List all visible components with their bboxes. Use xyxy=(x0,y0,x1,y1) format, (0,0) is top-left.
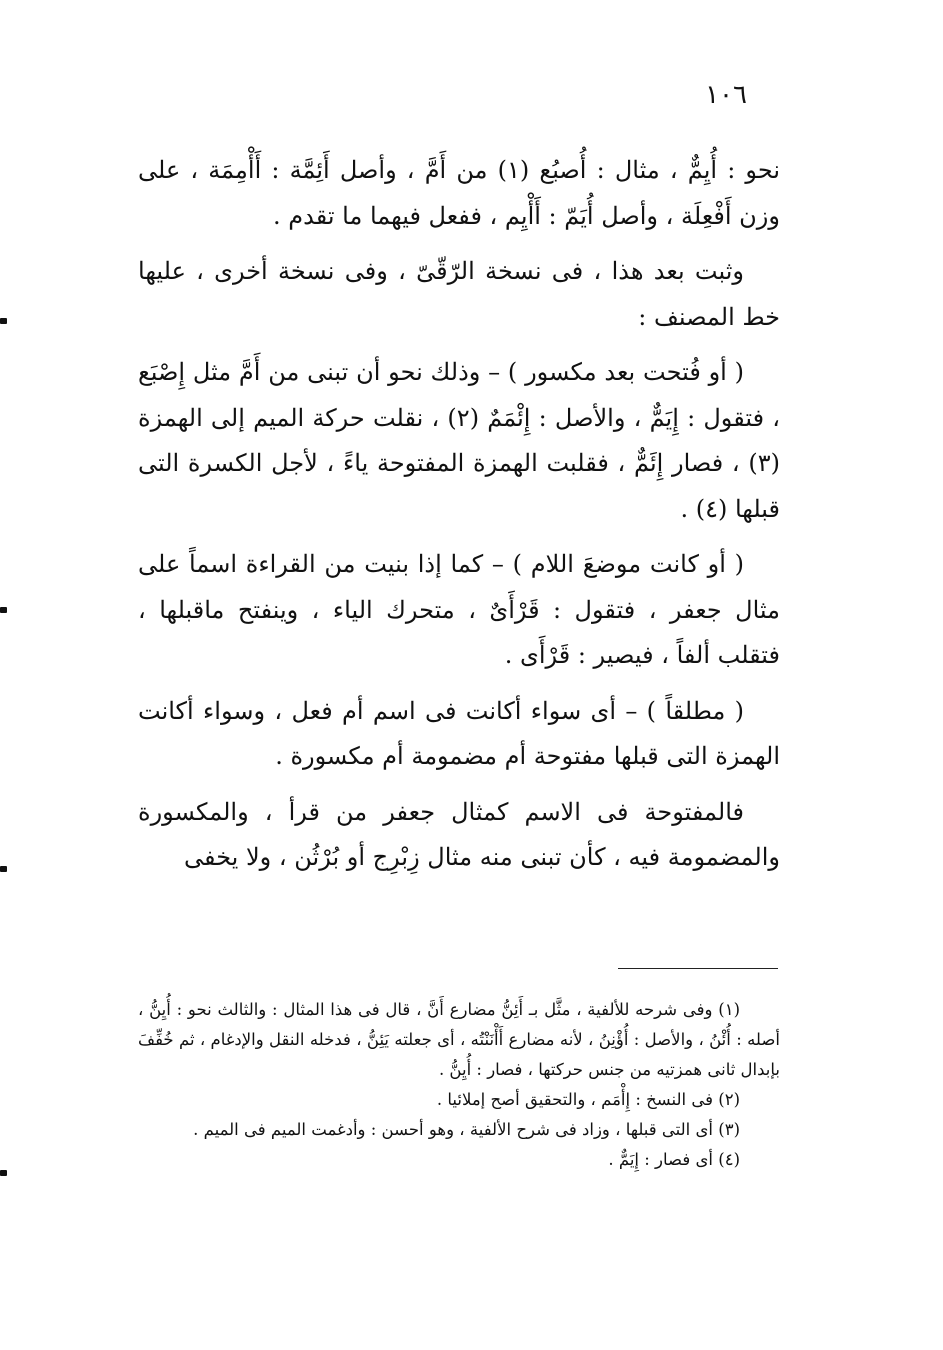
binding-mark xyxy=(0,866,7,872)
paragraph-1: نحو : أُيِمٌّ ، مثال : أُصبُع (١) من أَمَّ ، وأصل أَئِمَّة : أَأْمِمَة ، على وزن أَفْعِلَة ، وأصل أُيَمّ : أَأْيِم ، ففعل فيهما ما تقدم . xyxy=(138,156,781,230)
paragraph-2: وثبت بعد هذا ، فى نسخة الرّقّىّ ، وفى نسخة أخرى ، عليها خط المصنف : xyxy=(138,257,780,331)
main-text xyxy=(138,148,780,891)
footnote-2: (٢) فى النسخ : إِأْمَم ، والتحقيق أصح إملائيا . xyxy=(436,1090,740,1109)
footnote-4: (٤) أى فصار : إِيَمٌّ . xyxy=(608,1150,740,1169)
footnote-3: (٣) أى التى قبلها ، وزاد فى شرح الألفية ، وهو أحسن : وأدغمت الميم فى الميم . xyxy=(193,1120,740,1139)
binding-mark xyxy=(0,1170,7,1176)
footnote-separator xyxy=(618,968,778,969)
footnotes xyxy=(138,995,780,1175)
page-number: ١٠٦ xyxy=(705,80,747,110)
paragraph-3: ( أو فُتحت بعد مكسور ) – وذلك نحو أن تبنى من أَمَّ مثل إِصْبَع ، فتقول : إِيَمٌّ ، والأصل : إِئْمَمٌ (٢) ، نقلت حركة الميم إلى الهمزة (٣) ، فصار إِئَمٌّ ، فقلبت الهمزة المفتوحة ياءً ، لأجل الكسرة التى قبلها (٤) . xyxy=(138,358,781,523)
paragraph-6: فالمفتوحة فى الاسم كمثال جعفر من قرأ ، والمكسورة والمضمومة فيه ، كأن تبنى منه مثال زِبْرِج أو بُرْثُن ، ولا يخفى xyxy=(138,797,780,871)
binding-mark xyxy=(0,318,7,324)
footnote-1: (١) وفى شرحه للألفية ، مثَّل بـ أَئِنُّ مضارع أَنَّ ، قال فى هذا المثال : والثالث نحو : أُيِنُّ ، أصله : أُئْنُ ، والأصل : أُؤْنِنُ ، لأنه مضارع أَأْنَنْتُه ، أى جعلته يَئِنُّ ، فدخله النقل والإدغام ، ثم خُفِّفَ بإبدال ثانى همزتيه من جنس حركتها ، فصار : أُيِنُّ . xyxy=(138,1000,780,1079)
binding-mark xyxy=(0,607,7,613)
paragraph-5: ( مطلقاً ) – أى سواء أكانت فى اسم أم فعل ، وسواء أكانت الهمزة التى قبلها مفتوحة أم مضمومة أم مكسورة . xyxy=(138,696,780,770)
paragraph-4: ( أو كانت موضعَ اللام ) – كما إذا بنيت من القراءة اسماً على مثال جعفر ، فتقول : قَرْأَىٌ ، متحرك الياء ، وينفتح ماقبلها ، فتقلب ألفاً ، فيصير : قَرْأَى . xyxy=(138,550,780,669)
